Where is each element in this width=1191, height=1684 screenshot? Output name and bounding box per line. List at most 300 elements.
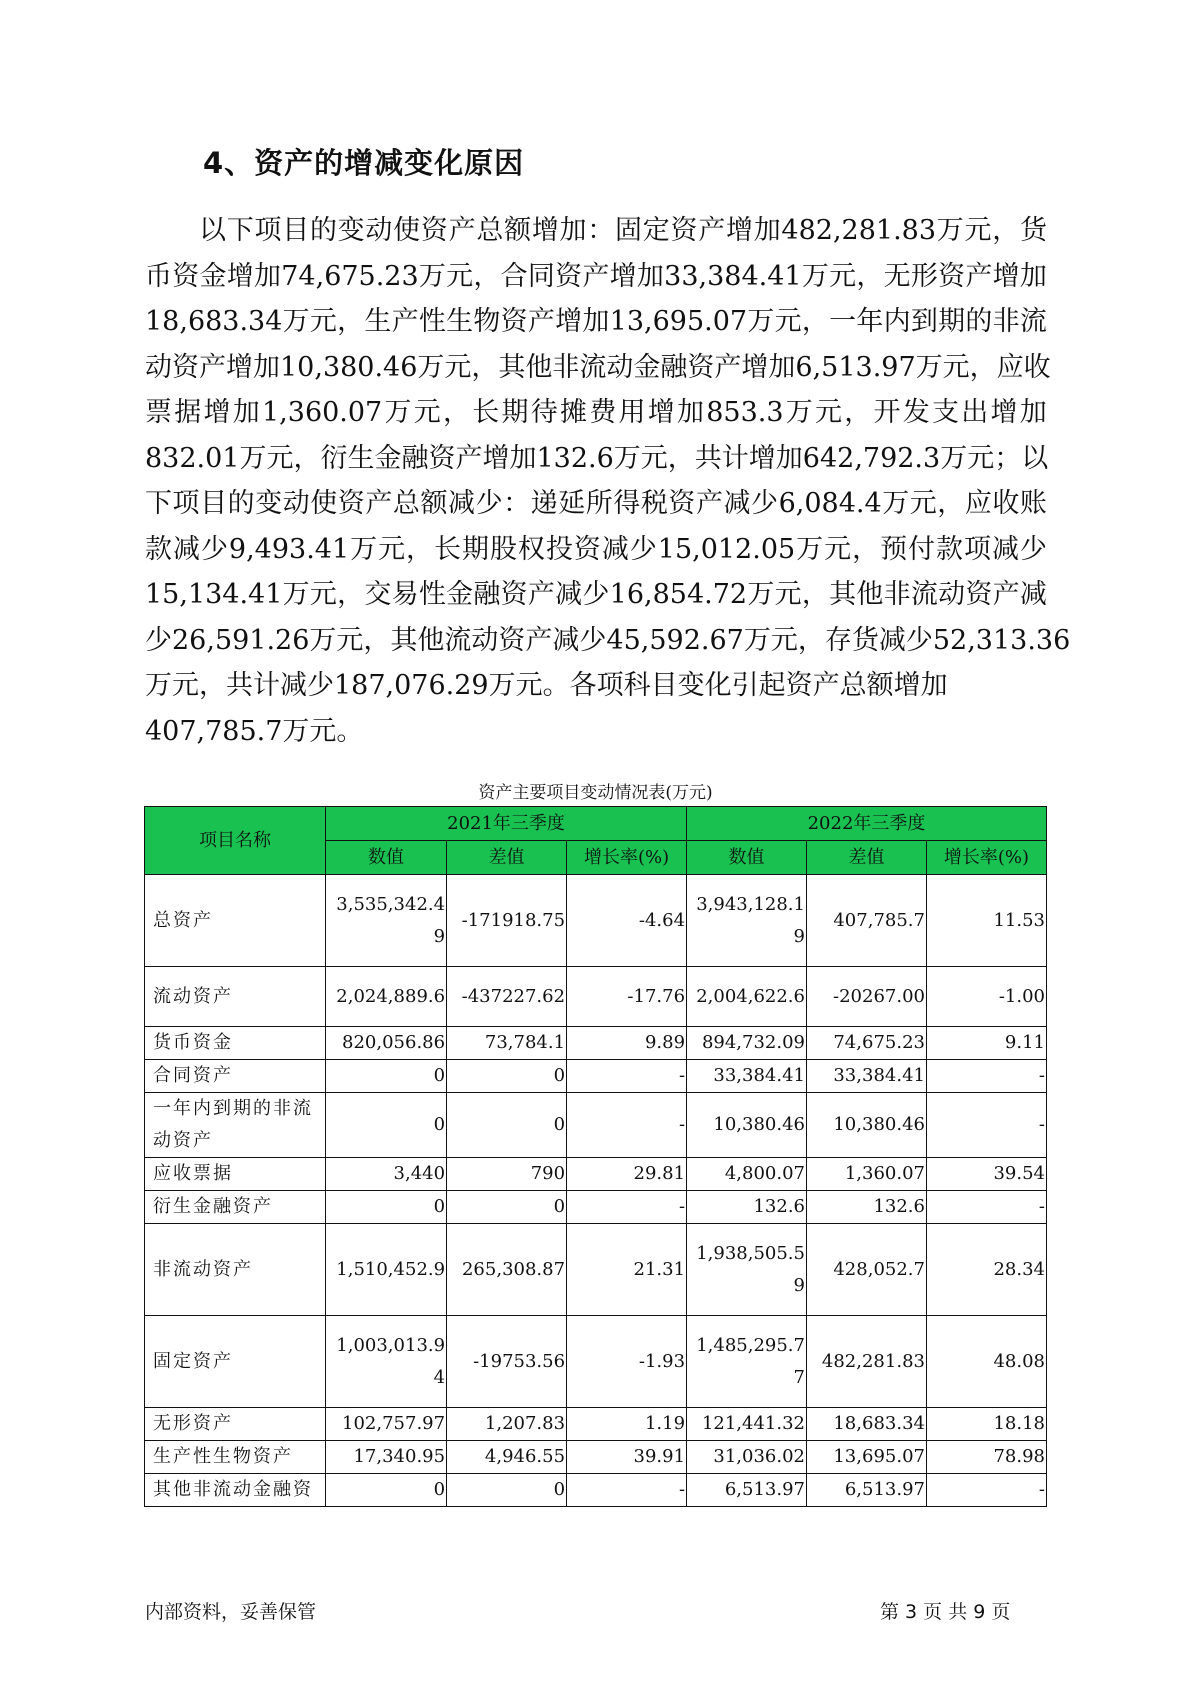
diff-2021-cell: 0 [447, 1474, 567, 1507]
paragraph-token: 融 [473, 579, 501, 610]
paragraph-token: ， [337, 306, 365, 337]
paragraph-token: 元 [774, 579, 802, 610]
row-name-cell: 固定资产 [145, 1316, 326, 1408]
paragraph-token: 他 [856, 579, 884, 610]
paragraph-token: 他 [417, 624, 445, 656]
growth-2022-cell: 9.11 [926, 1027, 1046, 1060]
table-caption: 资产主要项目变动情况表(万元) [478, 783, 713, 803]
section-heading: 4、资产的增减变化原因 [203, 146, 525, 180]
growth-2021-cell: - [567, 1191, 687, 1224]
paragraph-token: 16,854.72 [609, 579, 748, 610]
paragraph-token: 资 [555, 260, 583, 292]
paragraph-token: 货 [851, 624, 879, 656]
value-2021-cell: 0 [326, 1191, 447, 1224]
value-2022-cell: 3,943,128.19 [687, 875, 807, 967]
paragraph-token: 增 [531, 215, 559, 246]
value-2022-cell: 132.6 [687, 1191, 807, 1224]
value-2021-cell: 820,056.86 [326, 1027, 447, 1060]
diff-2022-cell: 1,360.07 [807, 1158, 927, 1191]
paragraph-token: 万 [384, 397, 412, 428]
diff-2022-cell: 13,695.07 [807, 1441, 927, 1474]
growth-2022-cell: -1.00 [926, 967, 1046, 1027]
paragraph-token: 同 [527, 260, 555, 292]
paragraph-token: 元 [942, 351, 970, 383]
paragraph-token: 额 [504, 215, 532, 246]
paragraph-token: 用 [618, 397, 646, 428]
paragraph-token: 以 [199, 215, 226, 246]
value-2022-cell: 894,732.09 [687, 1027, 807, 1060]
paragraph-token: 项 [172, 488, 200, 519]
paragraph-token: 万 [882, 488, 910, 519]
diff-2021-cell: -171918.75 [447, 875, 567, 967]
paragraph-token: 款 [145, 533, 172, 565]
paragraph-token: 减 [601, 533, 629, 565]
paragraph-token: 资 [500, 579, 528, 610]
paragraph-token: 52,313.36 [932, 624, 1071, 656]
diff-2022-cell: -20267.00 [807, 967, 927, 1027]
paragraph-token: 使 [310, 488, 338, 519]
paragraph-token: 万 [785, 397, 813, 428]
paragraph-token: 元 [378, 533, 406, 565]
paragraph-token: 15,012.05 [657, 533, 796, 565]
diff-2022-cell: 428,052.7 [807, 1224, 927, 1316]
value-2022-cell: 31,036.02 [687, 1441, 807, 1474]
paragraph-token: 万 [282, 306, 310, 337]
paragraph-token: 元 [444, 351, 472, 383]
paragraph-token: 加 [1019, 397, 1047, 428]
paragraph-token: ， [667, 442, 695, 474]
paragraph-token: 增 [992, 260, 1020, 292]
paragraph-line [145, 208, 1047, 254]
growth-2021-cell: - [567, 1093, 687, 1158]
table-row [145, 875, 1047, 967]
paragraph-token: 生 [446, 306, 474, 337]
diff-2022-cell: 6,513.97 [807, 1474, 927, 1507]
paragraph-token: 资 [670, 215, 698, 246]
paragraph-token: 资 [428, 442, 456, 474]
paragraph-token: 应 [996, 351, 1024, 383]
paragraph-token: 加 [254, 260, 281, 292]
paragraph-line [145, 527, 1047, 573]
row-name-cell: 流动资产 [145, 967, 326, 1027]
paragraph-token: 减 [991, 533, 1019, 565]
paragraph-token: 产 [527, 579, 555, 610]
paragraph-token: 项 [963, 533, 991, 565]
paragraph-token: 衍 [320, 442, 348, 474]
paragraph-token: 总 [392, 488, 420, 519]
paragraph-token: 股 [489, 533, 517, 565]
paragraph-token: 万 [417, 351, 445, 383]
paragraph-line [145, 390, 1047, 436]
paragraph-token: 支 [932, 397, 960, 428]
paragraph-token: 元 [774, 306, 802, 337]
paragraph-token: 增 [609, 260, 637, 292]
paragraph-token: 其 [829, 579, 857, 610]
paragraph-line [145, 481, 1047, 527]
paragraph-token: 减 [448, 488, 476, 519]
header-period-2021: 2021年三季度 [326, 807, 687, 841]
paragraph-token: 元 [967, 442, 995, 474]
paragraph-token: 出 [961, 397, 989, 428]
paragraph-token: ， [852, 533, 880, 565]
header-period-2022: 2022年三季度 [687, 807, 1047, 841]
paragraph-token: 下 [145, 488, 172, 519]
paragraph-token: 少 [475, 488, 503, 519]
paragraph-token: 账 [1019, 488, 1047, 519]
paragraph-token: 资 [337, 488, 365, 519]
row-name-cell: 货币资金 [145, 1027, 326, 1060]
growth-2022-cell: - [926, 1093, 1046, 1158]
paragraph-token: 费 [589, 397, 617, 428]
paragraph-token: ， [844, 397, 872, 428]
growth-2022-cell: 11.53 [926, 875, 1046, 967]
footer-confidential-note: 内部资料，妥善保管 [145, 1601, 317, 1623]
paragraph-token: 的 [965, 306, 993, 337]
paragraph-token: 元 [266, 442, 294, 474]
paragraph-token: 元 [909, 488, 937, 519]
paragraph-token: 万 [418, 260, 446, 292]
table-row [145, 1316, 1047, 1408]
paragraph-token: 期 [461, 533, 489, 565]
paragraph-token: 延 [558, 488, 586, 519]
paragraph-token: ， [992, 215, 1020, 246]
paragraph-token: 加 [636, 260, 664, 292]
paragraph-token: 得 [613, 488, 641, 519]
paragraph-token: 减 [555, 579, 583, 610]
paragraph-token: ： [587, 215, 615, 246]
paragraph-token: 元 [336, 624, 364, 656]
paragraph-token: 45,592.67 [606, 624, 744, 656]
paragraph-token: 非 [992, 306, 1020, 337]
paragraph-token: 元 [824, 533, 852, 565]
row-name-cell: 非流动资产 [145, 1224, 326, 1316]
paragraph-token: 资 [965, 579, 993, 610]
paragraph-token: 产 [391, 306, 419, 337]
paragraph-token: 增 [555, 306, 583, 337]
value-2022-cell: 33,384.41 [687, 1060, 807, 1093]
paragraph-token: 万 [743, 624, 771, 656]
header-value-2022: 数值 [687, 841, 807, 875]
paragraph-token: 计 [721, 442, 749, 474]
diff-2021-cell: 0 [447, 1191, 567, 1224]
paragraph-token: 预 [880, 533, 908, 565]
growth-2022-cell: 18.18 [926, 1408, 1046, 1441]
paragraph-token: 减 [172, 533, 200, 565]
paragraph-token: 642,792.3 [802, 442, 941, 474]
growth-2021-cell: -17.76 [567, 967, 687, 1027]
paragraph-token: 投 [545, 533, 573, 565]
paragraph-token: 流 [910, 579, 938, 610]
paragraph-token: 少 [579, 624, 607, 656]
paragraph-token: 加 [1019, 260, 1047, 292]
paragraph-token: 万 [613, 442, 641, 474]
diff-2021-cell: 0 [447, 1060, 567, 1093]
paragraph-token: 74,675.23 [281, 260, 419, 292]
paragraph-token: 总 [476, 215, 504, 246]
table-row [145, 1408, 1047, 1441]
paragraph-token: 产 [992, 579, 1020, 610]
paragraph-token: 元 [770, 624, 798, 656]
paragraph-token: 金 [199, 260, 227, 292]
growth-2021-cell: - [567, 1474, 687, 1507]
paragraph-token: 万 [309, 624, 337, 656]
header-diff-2022: 差值 [807, 841, 927, 875]
header-diff-2021: 差值 [447, 841, 567, 875]
paragraph-token: 1,360.07 [262, 397, 383, 428]
body-paragraph [145, 208, 1071, 754]
paragraph-token: 13,695.07 [609, 306, 748, 337]
paragraph-text: 407,785.7万元。 [145, 715, 364, 747]
paragraph-token: 待 [530, 397, 558, 428]
paragraph-token: 增 [226, 351, 253, 383]
paragraph-token: ， [937, 488, 965, 519]
growth-2022-cell: - [926, 1060, 1046, 1093]
row-name-cell: 一年内到期的非流动资产 [145, 1093, 326, 1158]
paragraph-token: 付 [908, 533, 936, 565]
paragraph-token: 长 [472, 397, 500, 428]
value-2022-cell: 121,441.32 [687, 1408, 807, 1441]
value-2021-cell: 17,340.95 [326, 1441, 447, 1474]
value-2021-cell: 1,510,452.9 [326, 1224, 447, 1316]
paragraph-token: 其 [498, 351, 526, 383]
paragraph-token: 减 [1019, 579, 1047, 610]
paragraph-token: ， [969, 351, 997, 383]
row-name-cell: 生产性生物资产 [145, 1441, 326, 1474]
paragraph-token: 共 [694, 442, 722, 474]
growth-2021-cell: 9.89 [567, 1027, 687, 1060]
value-2021-cell: 2,024,889.6 [326, 967, 447, 1027]
paragraph-token: 资 [172, 260, 200, 292]
paragraph-token: 性 [418, 306, 446, 337]
paragraph-token: ， [363, 624, 391, 656]
paragraph-token: ， [801, 306, 829, 337]
paragraph-token: 金 [633, 351, 661, 383]
diff-2021-cell: 0 [447, 1093, 567, 1158]
paragraph-token: 少 [751, 488, 779, 519]
paragraph-token: 使 [393, 215, 421, 246]
paragraph-token: 资 [938, 260, 966, 292]
paragraph-token: 据 [174, 397, 202, 428]
growth-2022-cell: 28.34 [926, 1224, 1046, 1316]
paragraph-token: 融 [660, 351, 688, 383]
paragraph-token: 金 [446, 579, 474, 610]
paragraph-token: 期 [938, 306, 966, 337]
diff-2021-cell: 265,308.87 [447, 1224, 567, 1316]
table-row [145, 1191, 1047, 1224]
diff-2021-cell: -437227.62 [447, 967, 567, 1027]
paragraph-token: 少 [200, 533, 228, 565]
paragraph-token: 万 [239, 442, 267, 474]
growth-2021-cell: -1.93 [567, 1316, 687, 1408]
paragraph-token: 非 [552, 351, 580, 383]
paragraph-token: 产 [527, 306, 555, 337]
paragraph-token: 产 [582, 260, 610, 292]
paragraph-line [145, 709, 1047, 755]
paragraph-token: 加 [775, 442, 803, 474]
paragraph-token: 交 [364, 579, 392, 610]
paragraph-token: ， [406, 533, 434, 565]
paragraph-token: 产 [695, 488, 723, 519]
paragraph-token: ， [797, 624, 825, 656]
paragraph-token: 加 [676, 397, 704, 428]
paragraph-token: 所 [585, 488, 613, 519]
paragraph-token: 收 [992, 488, 1020, 519]
paragraph-token: 资 [172, 351, 199, 383]
diff-2022-cell: 132.6 [807, 1191, 927, 1224]
row-name-cell: 衍生金融资产 [145, 1191, 326, 1224]
paragraph-token: 性 [418, 579, 446, 610]
paragraph-token: ， [473, 260, 501, 292]
header-value-2021: 数值 [326, 841, 447, 875]
paragraph-token: 元 [964, 215, 992, 246]
header-item-name: 项目名称 [145, 807, 326, 875]
row-name-cell: 应收票据 [145, 1158, 326, 1191]
diff-2022-cell: 407,785.7 [807, 875, 927, 967]
paragraph-token: 万 [915, 351, 943, 383]
paragraph-line [145, 299, 1047, 345]
table-row [145, 1224, 1047, 1316]
paragraph-token: 资 [498, 624, 526, 656]
paragraph-token: 合 [500, 260, 528, 292]
paragraph-token: 万 [350, 533, 378, 565]
paragraph-token: 万 [747, 306, 775, 337]
paragraph-token: 加 [509, 442, 537, 474]
paragraph-token: 动 [606, 351, 634, 383]
paragraph-token: 资 [420, 215, 448, 246]
table-row [145, 1060, 1047, 1093]
paragraph-token: 变 [255, 488, 283, 519]
table-row [145, 1158, 1047, 1191]
paragraph-token: 形 [910, 260, 938, 292]
value-2022-cell: 1,938,505.59 [687, 1224, 807, 1316]
paragraph-token: 产 [365, 488, 393, 519]
growth-2022-cell: 48.08 [926, 1316, 1046, 1408]
paragraph-token: 少 [1019, 533, 1047, 565]
paragraph-token: 资 [687, 351, 715, 383]
value-2021-cell: 0 [326, 1474, 447, 1507]
paragraph-line [145, 572, 1047, 618]
paragraph-token: 以 [1021, 442, 1049, 474]
paragraph-line [145, 436, 1047, 482]
paragraph-token: 少 [905, 624, 933, 656]
paragraph-token: 资 [500, 306, 528, 337]
paragraph-token: ， [293, 442, 321, 474]
paragraph-token: 18,683.34 [145, 306, 283, 337]
row-name-cell: 合同资产 [145, 1060, 326, 1093]
value-2022-cell: 2,004,622.6 [687, 967, 807, 1027]
paragraph-token: 6,513.97 [795, 351, 916, 383]
row-name-cell: 无形资产 [145, 1408, 326, 1441]
paragraph-token: 流 [444, 624, 472, 656]
paragraph-token: 832.01 [145, 442, 240, 474]
paragraph-token: 少 [629, 533, 657, 565]
diff-2021-cell: 1,207.83 [447, 1408, 567, 1441]
paragraph-token: 发 [902, 397, 930, 428]
value-2021-cell: 0 [326, 1060, 447, 1093]
header-growth-2022: 增长率(%) [926, 841, 1046, 875]
paragraph-line [145, 618, 1071, 664]
paragraph-token: 资 [573, 533, 601, 565]
paragraph-token: 无 [883, 260, 911, 292]
paragraph-token: 目 [200, 488, 228, 519]
paragraph-token: 固 [615, 215, 643, 246]
diff-2022-cell: 18,683.34 [807, 1408, 927, 1441]
paragraph-token: 摊 [559, 397, 587, 428]
paragraph-token: 元 [829, 260, 857, 292]
paragraph-token: ： [503, 488, 531, 519]
paragraph-token: 动 [145, 351, 172, 383]
paragraph-token: 增 [748, 442, 776, 474]
paragraph-token: ， [337, 579, 365, 610]
diff-2022-cell: 482,281.83 [807, 1316, 927, 1408]
diff-2021-cell: 4,946.55 [447, 1441, 567, 1474]
paragraph-token: 递 [530, 488, 558, 519]
paragraph-token: 易 [391, 579, 419, 610]
paragraph-token: 金 [374, 442, 402, 474]
table-row [145, 1093, 1047, 1158]
paragraph-token: 万 [801, 260, 829, 292]
value-2022-cell: 6,513.97 [687, 1474, 807, 1507]
paragraph-token: 增 [482, 442, 510, 474]
paragraph-token: 融 [401, 442, 429, 474]
paragraph-line [145, 663, 1047, 709]
paragraph-token: 下 [226, 215, 254, 246]
growth-2022-cell: 78.98 [926, 1441, 1046, 1474]
value-2021-cell: 0 [326, 1093, 447, 1158]
paragraph-token: 万 [282, 579, 310, 610]
value-2022-cell: 4,800.07 [687, 1158, 807, 1191]
paragraph-token: 6,084.4 [778, 488, 882, 519]
paragraph-token: 他 [525, 351, 553, 383]
paragraph-token: 动 [282, 488, 310, 519]
paragraph-token: 额 [420, 488, 448, 519]
paragraph-token: 132.6 [536, 442, 614, 474]
header-growth-2021: 增长率(%) [567, 841, 687, 875]
paragraph-token: 权 [517, 533, 545, 565]
paragraph-token: 生 [364, 306, 392, 337]
paragraph-token: 增 [647, 397, 675, 428]
paragraph-token: 款 [936, 533, 963, 565]
paragraph-token: 非 [883, 579, 911, 610]
paragraph-token: 少 [582, 579, 610, 610]
growth-2021-cell: 39.91 [567, 1441, 687, 1474]
value-2022-cell: 1,485,295.77 [687, 1316, 807, 1408]
paragraph-token: 9,493.41 [228, 533, 350, 565]
paragraph-token: 15,134.41 [145, 579, 283, 610]
paragraph-token: 853.3 [706, 397, 784, 428]
paragraph-token: 长 [434, 533, 462, 565]
growth-2021-cell: - [567, 1060, 687, 1093]
table-row [145, 967, 1047, 1027]
paragraph-token: 加 [768, 351, 796, 383]
paragraph-token: 项 [254, 215, 282, 246]
paragraph-token: 物 [473, 306, 501, 337]
paragraph-text: 万元，共计减少187,076.29万元。各项科目变化引起资产总额增加 [145, 670, 948, 701]
paragraph-token: 元 [640, 442, 668, 474]
table-row [145, 1027, 1047, 1060]
paragraph-token: 482,281.83 [781, 215, 937, 246]
table-row [145, 1474, 1047, 1507]
paragraph-token: 减 [878, 624, 906, 656]
paragraph-token: 税 [640, 488, 668, 519]
value-2021-cell: 3,535,342.49 [326, 875, 447, 967]
paragraph-token: 收 [1023, 351, 1051, 383]
diff-2022-cell: 74,675.23 [807, 1027, 927, 1060]
asset-change-table [144, 806, 1047, 1507]
paragraph-token: 动 [365, 215, 393, 246]
paragraph-token: 变 [337, 215, 365, 246]
paragraph-token: 万 [747, 579, 775, 610]
